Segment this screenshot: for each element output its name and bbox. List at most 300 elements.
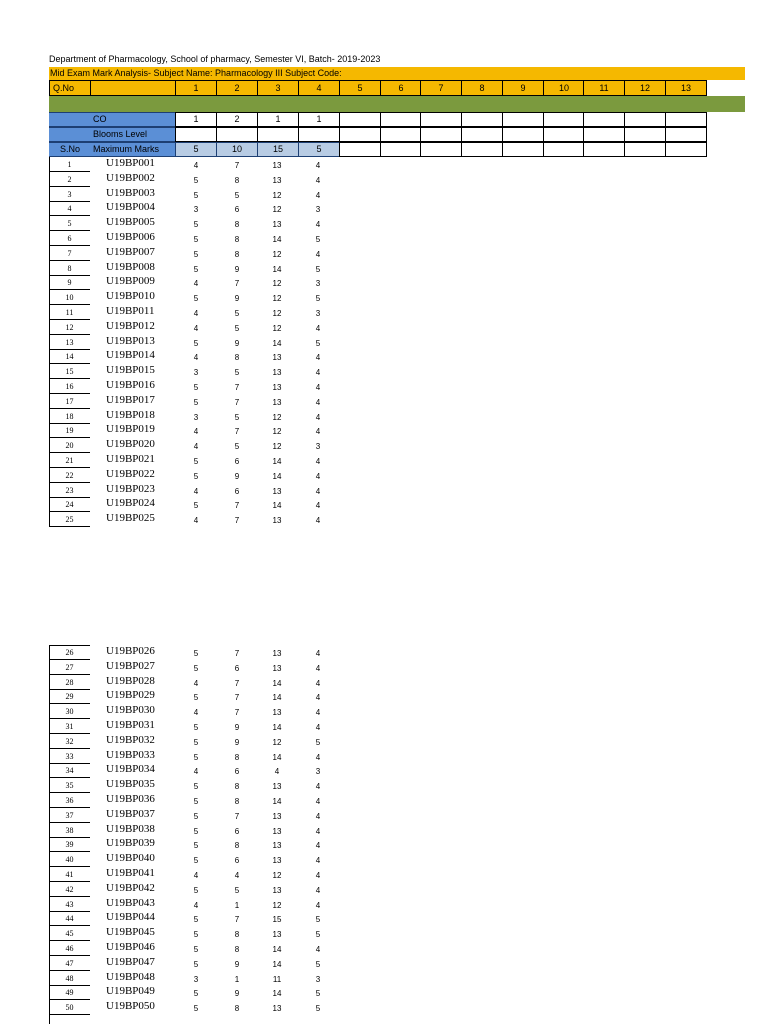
student-mark-q3: 12 [272,323,282,333]
question-number-12: 12 [624,80,666,96]
student-mark-q2: 8 [234,353,240,363]
student-id: U19BP026 [106,645,155,657]
student-sno: 7 [49,246,90,261]
student-sno: 42 [49,882,90,897]
student-mark-q2: 9 [234,264,240,274]
student-id: U19BP031 [106,719,155,731]
student-id: U19BP046 [106,941,155,953]
student-mark-q3: 13 [272,353,282,363]
student-mark-q3: 14 [272,235,282,244]
student-mark-q3: 13 [272,397,282,407]
student-mark-q3: 13 [272,486,282,496]
max-mark-8 [461,142,503,157]
student-sno: 19 [49,423,90,438]
student-sno: 39 [49,837,90,852]
blooms-level-label: Blooms Level [90,127,176,142]
co-value-10 [543,112,585,127]
student-id: U19BP025 [106,512,155,525]
student-mark-q3: 12 [272,249,282,259]
student-sno: 30 [49,704,90,719]
student-id: U19BP029 [106,689,155,702]
student-mark-q4: 4 [315,693,321,703]
student-mark-q1: 4 [193,708,199,718]
green-bar-left [49,96,91,112]
student-id: U19BP033 [106,748,155,761]
student-mark-q2: 7 [234,161,240,170]
student-id: U19BP039 [106,837,155,850]
student-mark-q4: 5 [315,930,321,940]
student-mark-q3: 13 [272,663,282,673]
student-mark-q2: 5 [234,885,240,895]
student-id: U19BP045 [106,926,155,939]
student-mark-q1: 5 [193,826,199,836]
student-mark-q2: 6 [234,856,240,866]
student-id: U19BP010 [106,290,155,303]
student-mark-q3: 13 [272,885,282,895]
student-mark-q2: 7 [234,397,240,407]
student-mark-q2: 7 [234,279,240,289]
student-mark-q1: 5 [193,885,199,895]
student-sno: 46 [49,941,90,956]
blooms-value-1 [175,127,217,142]
student-id: U19BP028 [106,674,155,687]
student-mark-q2: 8 [234,1004,240,1014]
student-mark-q1: 5 [193,693,199,703]
student-mark-q4: 4 [315,516,321,526]
student-mark-q4: 4 [315,871,321,880]
student-mark-q2: 7 [234,708,240,718]
student-mark-q3: 12 [272,900,282,910]
student-id: U19BP002 [106,171,155,184]
blooms-value-13 [665,127,707,142]
student-sno: 41 [49,867,90,882]
student-sno: 17 [49,394,90,409]
max-mark-6 [380,142,422,157]
student-id: U19BP048 [106,970,155,983]
student-mark-q4: 4 [315,161,321,170]
student-mark-q1: 5 [193,915,199,925]
student-mark-q2: 4 [234,871,240,880]
student-mark-q1: 5 [193,797,199,806]
qno-label-spacer [90,80,176,96]
student-mark-q2: 5 [234,190,240,200]
question-number-9: 9 [502,80,544,96]
student-id: U19BP030 [106,704,155,717]
student-mark-q4: 4 [315,856,321,866]
student-mark-q1: 5 [193,220,199,230]
student-sno: 10 [49,290,90,305]
page-title: Department of Pharmacology, School of pharmacy, Semester VI, Batch- 2019-2023 [49,54,381,64]
student-mark-q3: 13 [272,368,282,378]
student-mark-q3: 4 [274,767,280,777]
student-mark-q3: 12 [272,205,282,215]
student-mark-q4: 4 [315,885,321,895]
max-mark-1: 5 [175,142,217,157]
max-mark-9 [502,142,544,157]
student-mark-q4: 5 [315,1004,321,1014]
student-mark-q4: 5 [315,737,321,747]
student-mark-q4: 3 [315,767,321,777]
student-mark-q4: 4 [315,708,321,718]
student-mark-q3: 12 [272,442,282,452]
student-mark-q1: 4 [193,900,199,910]
question-number-3: 3 [257,80,299,96]
student-mark-q2: 8 [234,235,240,244]
student-mark-q1: 5 [193,811,199,821]
student-mark-q2: 9 [234,959,240,969]
student-mark-q3: 13 [272,811,282,821]
student-mark-q1: 4 [193,279,199,289]
student-id: U19BP037 [106,807,155,820]
student-mark-q1: 5 [193,737,199,747]
student-mark-q4: 4 [315,412,321,422]
student-mark-q4: 5 [315,294,321,304]
student-mark-q2: 8 [234,249,240,259]
student-mark-q4: 4 [315,471,321,481]
student-mark-q1: 5 [193,175,199,185]
student-mark-q4: 5 [315,959,321,969]
student-sno: 8 [49,261,90,276]
student-mark-q4: 4 [315,501,321,511]
student-mark-q2: 5 [234,368,240,378]
student-sno: 16 [49,379,90,394]
student-mark-q4: 4 [315,427,321,437]
student-id: U19BP035 [106,778,155,791]
student-mark-q3: 12 [272,737,282,747]
student-mark-q3: 12 [272,412,282,422]
student-sno: 38 [49,823,90,838]
max-mark-4: 5 [298,142,340,157]
student-mark-q4: 3 [315,309,321,318]
student-mark-q2: 7 [234,915,240,925]
student-mark-q4: 4 [315,368,321,378]
student-sno: 12 [49,320,90,335]
student-mark-q2: 7 [234,383,240,392]
student-sno: 27 [49,660,90,675]
sno-block-top-border [49,645,90,646]
student-mark-q1: 5 [193,856,199,866]
student-mark-q4: 4 [315,841,321,851]
student-sno: 3 [49,187,90,202]
student-mark-q2: 1 [234,900,240,910]
student-mark-q1: 4 [193,871,199,880]
student-mark-q1: 5 [193,471,199,481]
co-value-3: 1 [257,112,299,127]
student-mark-q3: 12 [272,427,282,437]
student-mark-q1: 5 [193,945,199,954]
co-label: CO [90,112,176,127]
co-value-11 [583,112,625,127]
student-sno: 36 [49,793,90,808]
student-mark-q2: 7 [234,427,240,437]
student-mark-q1: 5 [193,190,199,200]
student-mark-q4: 4 [315,249,321,259]
blooms-value-12 [624,127,666,142]
student-mark-q2: 5 [234,442,240,452]
student-mark-q1: 5 [193,383,199,392]
student-id: U19BP019 [106,423,155,436]
student-mark-q4: 4 [315,782,321,792]
max-mark-13 [665,142,707,157]
student-mark-q3: 13 [272,708,282,718]
student-mark-q1: 4 [193,767,199,777]
student-sno: 1 [49,157,90,172]
student-mark-q4: 4 [315,752,321,762]
co-value-7 [420,112,462,127]
student-id: U19BP012 [106,319,155,332]
student-id: U19BP040 [106,852,155,865]
student-mark-q3: 12 [272,294,282,304]
student-mark-q1: 5 [193,723,199,732]
student-mark-q3: 12 [272,190,282,200]
blooms-value-6 [380,127,422,142]
co-value-2: 2 [216,112,258,127]
sno-header: S.No [49,142,91,157]
blooms-value-8 [461,127,503,142]
student-id: U19BP006 [106,231,155,243]
student-id: U19BP003 [106,186,155,199]
student-id: U19BP005 [106,216,155,229]
sno-column-border [49,645,50,1024]
student-id: U19BP050 [106,1000,155,1013]
student-id: U19BP024 [106,497,155,510]
student-mark-q2: 5 [234,323,240,333]
student-mark-q2: 7 [234,811,240,821]
student-sno: 48 [49,971,90,986]
student-mark-q3: 14 [272,501,282,511]
question-number-6: 6 [380,80,422,96]
student-mark-q1: 4 [193,353,199,363]
student-mark-q2: 8 [234,930,240,940]
student-mark-q3: 12 [272,279,282,289]
student-mark-q3: 13 [272,175,282,185]
subject-banner [49,67,745,80]
student-mark-q1: 5 [193,249,199,259]
student-mark-q1: 5 [193,959,199,969]
student-mark-q1: 4 [193,309,199,318]
student-mark-q4: 3 [315,974,321,984]
student-id: U19BP049 [106,985,155,998]
student-mark-q3: 14 [272,471,282,481]
student-mark-q4: 4 [315,663,321,673]
student-mark-q1: 4 [193,323,199,333]
co-row-blue-left [49,112,91,127]
co-value-9 [502,112,544,127]
student-mark-q3: 14 [272,338,282,348]
student-mark-q1: 4 [193,161,199,170]
student-sno: 43 [49,897,90,912]
student-id: U19BP018 [106,408,155,421]
student-sno: 40 [49,852,90,867]
student-sno: 4 [49,201,90,216]
student-mark-q3: 14 [272,959,282,969]
student-mark-q4: 4 [315,353,321,363]
student-id: U19BP038 [106,822,155,835]
student-mark-q4: 5 [315,235,321,244]
co-value-6 [380,112,422,127]
student-id: U19BP042 [106,881,155,894]
student-mark-q1: 3 [193,974,199,984]
student-sno: 33 [49,749,90,764]
student-mark-q2: 6 [234,457,240,466]
student-mark-q3: 14 [272,752,282,762]
student-mark-q4: 4 [315,826,321,836]
student-mark-q4: 3 [315,442,321,452]
student-sno: 25 [49,512,90,527]
student-mark-q3: 14 [272,693,282,703]
student-id: U19BP008 [106,260,155,273]
student-mark-q3: 14 [272,723,282,732]
student-mark-q2: 9 [234,294,240,304]
student-mark-q1: 5 [193,1004,199,1014]
student-mark-q3: 15 [272,915,282,925]
student-mark-q1: 5 [193,663,199,673]
student-sno: 21 [49,453,90,468]
blooms-value-10 [543,127,585,142]
student-sno: 35 [49,778,90,793]
student-mark-q4: 4 [315,397,321,407]
student-mark-q3: 13 [272,841,282,851]
student-mark-q2: 5 [234,309,240,318]
student-mark-q3: 12 [272,309,282,318]
student-sno: 6 [49,231,90,246]
question-number-11: 11 [583,80,625,96]
max-mark-5 [339,142,381,157]
student-sno: 15 [49,364,90,379]
student-sno: 23 [49,483,90,498]
student-mark-q4: 4 [315,175,321,185]
student-mark-q2: 8 [234,797,240,806]
student-mark-q4: 4 [315,649,321,658]
max-mark-12 [624,142,666,157]
student-mark-q3: 14 [272,264,282,274]
student-mark-q1: 3 [193,368,199,378]
student-sno: 32 [49,734,90,749]
student-sno: 45 [49,926,90,941]
student-mark-q1: 5 [193,841,199,851]
student-id: U19BP011 [106,305,155,317]
blooms-value-2 [216,127,258,142]
student-mark-q1: 3 [193,412,199,422]
student-mark-q1: 5 [193,264,199,274]
max-mark-10 [543,142,585,157]
student-mark-q4: 4 [315,900,321,910]
blooms-value-4 [298,127,340,142]
student-mark-q4: 4 [315,486,321,496]
student-mark-q2: 8 [234,752,240,762]
student-mark-q4: 4 [315,945,321,954]
student-sno: 29 [49,689,90,704]
question-number-13: 13 [665,80,707,96]
student-mark-q1: 5 [193,338,199,348]
co-value-1: 1 [175,112,217,127]
student-mark-q3: 13 [272,1004,282,1014]
student-mark-q2: 8 [234,220,240,230]
student-mark-q4: 5 [315,264,321,274]
student-mark-q4: 4 [315,190,321,200]
student-mark-q3: 11 [272,974,282,984]
student-sno: 26 [49,645,90,660]
student-id: U19BP015 [106,364,155,377]
student-mark-q1: 5 [193,752,199,762]
student-mark-q1: 5 [193,930,199,940]
student-mark-q2: 8 [234,841,240,851]
question-number-2: 2 [216,80,258,96]
student-id: U19BP016 [106,379,155,391]
co-value-8 [461,112,503,127]
student-id: U19BP021 [106,453,155,465]
student-mark-q3: 14 [272,945,282,954]
student-mark-q3: 13 [272,782,282,792]
student-id: U19BP034 [106,763,155,776]
blooms-value-3 [257,127,299,142]
student-mark-q2: 8 [234,175,240,185]
student-mark-q2: 7 [234,678,240,688]
max-mark-2: 10 [216,142,258,157]
student-mark-q2: 6 [234,767,240,777]
student-mark-q4: 5 [315,338,321,348]
student-mark-q4: 4 [315,457,321,466]
max-mark-11 [583,142,625,157]
student-mark-q1: 5 [193,989,199,999]
student-mark-q4: 4 [315,723,321,732]
student-sno: 37 [49,808,90,823]
student-mark-q4: 4 [315,811,321,821]
student-mark-q3: 14 [272,989,282,999]
student-mark-q2: 9 [234,723,240,732]
student-sno: 11 [49,305,90,320]
student-sno: 24 [49,497,90,512]
blooms-value-11 [583,127,625,142]
student-mark-q2: 7 [234,693,240,703]
student-mark-q4: 4 [315,323,321,333]
student-mark-q1: 4 [193,486,199,496]
student-mark-q4: 5 [315,915,321,925]
blooms-value-5 [339,127,381,142]
student-mark-q3: 13 [272,383,282,392]
student-mark-q3: 12 [272,871,282,880]
student-id: U19BP032 [106,733,155,746]
student-mark-q3: 13 [272,826,282,836]
student-id: U19BP013 [106,334,155,347]
student-sno: 47 [49,956,90,971]
student-sno: 49 [49,985,90,1000]
student-mark-q1: 4 [193,442,199,452]
blooms-value-7 [420,127,462,142]
student-id: U19BP047 [106,955,155,968]
student-sno: 14 [49,349,90,364]
student-mark-q2: 9 [234,989,240,999]
student-mark-q1: 5 [193,457,199,466]
student-sno: 13 [49,335,90,350]
student-mark-q1: 5 [193,235,199,244]
student-sno: 9 [49,275,90,290]
student-mark-q2: 8 [234,782,240,792]
subject-banner-text: Mid Exam Mark Analysis- Subject Name: Pharmacology III Subject Code: [50,68,342,78]
student-mark-q1: 3 [193,205,199,215]
student-id: U19BP044 [106,911,155,924]
student-id: U19BP007 [106,245,155,258]
student-id: U19BP027 [106,659,155,672]
max-mark-7 [420,142,462,157]
student-mark-q2: 9 [234,737,240,747]
student-mark-q3: 13 [272,220,282,230]
student-sno: 44 [49,911,90,926]
student-id: U19BP020 [106,438,155,451]
student-sno: 22 [49,468,90,483]
student-id: U19BP043 [106,896,155,909]
student-id: U19BP023 [106,482,155,495]
